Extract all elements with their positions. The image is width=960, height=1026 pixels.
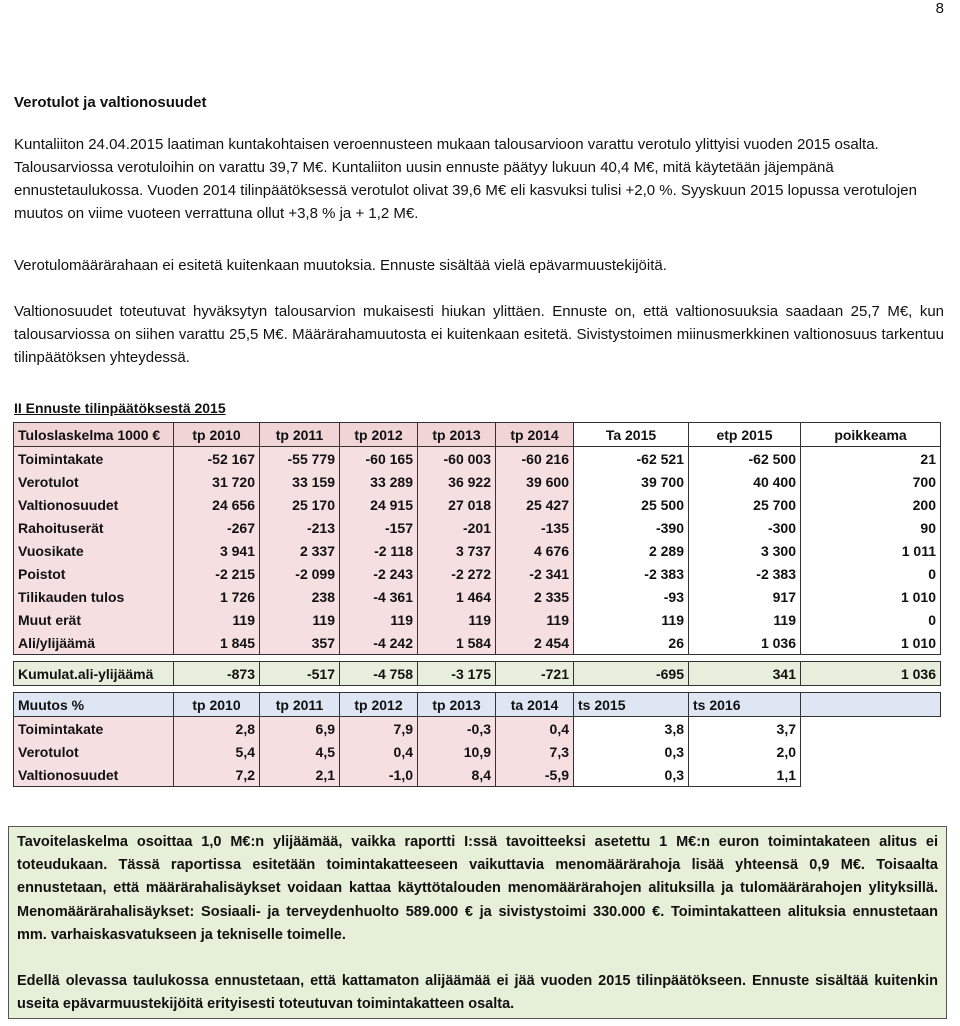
empty-cell bbox=[801, 717, 941, 741]
row-label: Toimintakate bbox=[14, 447, 174, 471]
table-cell: 25 427 bbox=[496, 493, 574, 516]
row-label: Ali/ylijäämä bbox=[14, 631, 174, 655]
table-cell: -390 bbox=[574, 516, 689, 539]
table-cell: 1 584 bbox=[418, 631, 496, 655]
table-row bbox=[14, 763, 941, 787]
table-row bbox=[14, 631, 941, 655]
forecast-table bbox=[13, 422, 941, 787]
table-cell: -52 167 bbox=[174, 447, 260, 471]
column-header: tp 2010 bbox=[174, 693, 260, 717]
column-header: ts 2016 bbox=[689, 693, 801, 717]
table-cell: -60 165 bbox=[340, 447, 418, 471]
row-label: Rahoituserät bbox=[14, 516, 174, 539]
table-cell: 0 bbox=[801, 562, 941, 585]
table-cell: -721 bbox=[496, 662, 574, 686]
table-cell: 39 700 bbox=[574, 470, 689, 493]
table-cell: 6,9 bbox=[260, 717, 340, 741]
table-row bbox=[14, 562, 941, 585]
table-cell: 25 700 bbox=[689, 493, 801, 516]
table-cell: -5,9 bbox=[496, 763, 574, 787]
table-cell: -873 bbox=[174, 662, 260, 686]
table-cell: 119 bbox=[174, 608, 260, 631]
table-row bbox=[14, 447, 941, 471]
paragraph-verotulot: Kuntaliiton 24.04.2015 laatiman kuntakohtaisen veroennusteen mukaan talousarvioon varattu verotulo ylittyisi vuoden 2015 osalta. Talousarviossa verotuloihin on varattu 39,7 M€. Kuntaliiton uusin ennuste päätyy lukuun 40,4 M€, mitä käytetään jäjempänä ennustetaulukossa. Vuoden 2014 tilinpäätöksessä verotulot olivat 39,6 M€ eli kasvuksi tulisi +2,0 %. Syyskuun 2015 lopussa verotulojen muutos on viime vuoteen verrattuna ollut +3,8 % ja + 1,2 M€. bbox=[14, 136, 917, 222]
table-cell: -93 bbox=[574, 585, 689, 608]
column-header: tp 2010 bbox=[174, 423, 260, 447]
paragraph-valtionosuudet: Valtionosuudet toteutuvat hyväksytyn talousarvion mukaisesti hiukan ylittäen. Ennuste on, että valtionosuuksia saadaan 25,7 M€, kun talousarviossa on siihen varattu 25,5 M€. Määrärahamuutosta ei kuitenkaan esitetä. Sivistystoimen miinusmerkkinen valtionosuus tarkentuu tilinpäätöksen yhteydessä. bbox=[14, 303, 944, 366]
table-cell: 25 500 bbox=[574, 493, 689, 516]
table-cell: 31 720 bbox=[174, 470, 260, 493]
table-cell: 7,2 bbox=[174, 763, 260, 787]
table-cell: 8,4 bbox=[418, 763, 496, 787]
table-cell: 26 bbox=[574, 631, 689, 655]
table-cell: 2 337 bbox=[260, 539, 340, 562]
table-cell: 1,1 bbox=[689, 763, 801, 787]
table-cell: 3,8 bbox=[574, 717, 689, 741]
empty-cell bbox=[801, 693, 941, 717]
table-cell: 4,5 bbox=[260, 740, 340, 763]
table-cell: 36 922 bbox=[418, 470, 496, 493]
table-cell: -517 bbox=[260, 662, 340, 686]
column-header: Tuloslaskelma 1000 € bbox=[14, 423, 174, 447]
column-header: tp 2014 bbox=[496, 423, 574, 447]
table-cell: -60 216 bbox=[496, 447, 574, 471]
table-cell: 7,3 bbox=[496, 740, 574, 763]
table-cell: 24 915 bbox=[340, 493, 418, 516]
row-label: Kumulat.ali-ylijäämä bbox=[14, 662, 174, 686]
table-cell: 2 289 bbox=[574, 539, 689, 562]
change-header-row bbox=[14, 693, 941, 717]
table-cell: 119 bbox=[340, 608, 418, 631]
row-label: Muut erät bbox=[14, 608, 174, 631]
table-row bbox=[14, 493, 941, 516]
table-cell: 27 018 bbox=[418, 493, 496, 516]
table-cell: 119 bbox=[496, 608, 574, 631]
table-row bbox=[14, 470, 941, 493]
table-cell: -60 003 bbox=[418, 447, 496, 471]
table-cell: 917 bbox=[689, 585, 801, 608]
table-cell: -4 361 bbox=[340, 585, 418, 608]
table-cell: 700 bbox=[801, 470, 941, 493]
table-cell: 3,7 bbox=[689, 717, 801, 741]
table-cell: -157 bbox=[340, 516, 418, 539]
table-cell: -135 bbox=[496, 516, 574, 539]
table-cell: 2,1 bbox=[260, 763, 340, 787]
table-cell: 39 600 bbox=[496, 470, 574, 493]
column-header: tp 2013 bbox=[418, 423, 496, 447]
table-cell: -2 099 bbox=[260, 562, 340, 585]
table-row bbox=[14, 608, 941, 631]
table-cell: 1 010 bbox=[801, 585, 941, 608]
row-label: Verotulot bbox=[14, 740, 174, 763]
table-cell: 1 845 bbox=[174, 631, 260, 655]
table-cell: 1 010 bbox=[801, 631, 941, 655]
table-cell: 21 bbox=[801, 447, 941, 471]
table-heading: II Ennuste tilinpäätöksestä 2015 bbox=[14, 400, 226, 416]
column-header: etp 2015 bbox=[689, 423, 801, 447]
table-cell: 2 335 bbox=[496, 585, 574, 608]
table-cell: 357 bbox=[260, 631, 340, 655]
column-header: ts 2015 bbox=[574, 693, 689, 717]
table-row bbox=[14, 585, 941, 608]
table-cell: -0,3 bbox=[418, 717, 496, 741]
column-header: ta 2014 bbox=[496, 693, 574, 717]
table-cell: 4 676 bbox=[496, 539, 574, 562]
table-cell: -62 500 bbox=[689, 447, 801, 471]
table-cell: 3 941 bbox=[174, 539, 260, 562]
empty-cell bbox=[801, 763, 941, 787]
table-cell: -3 175 bbox=[418, 662, 496, 686]
row-label: Verotulot bbox=[14, 470, 174, 493]
table-cell: 33 159 bbox=[260, 470, 340, 493]
table-cell: -300 bbox=[689, 516, 801, 539]
table-cell: 2,0 bbox=[689, 740, 801, 763]
empty-cell bbox=[801, 740, 941, 763]
table-cell: 0,3 bbox=[574, 763, 689, 787]
table-cell: -2 341 bbox=[496, 562, 574, 585]
column-header: Ta 2015 bbox=[574, 423, 689, 447]
column-header: poikkeama bbox=[801, 423, 941, 447]
kumulat-row bbox=[14, 662, 941, 686]
table-cell: -55 779 bbox=[260, 447, 340, 471]
table-cell: 200 bbox=[801, 493, 941, 516]
row-label: Toimintakate bbox=[14, 717, 174, 741]
table-cell: -2 243 bbox=[340, 562, 418, 585]
table-cell: -62 521 bbox=[574, 447, 689, 471]
column-header: tp 2011 bbox=[260, 693, 340, 717]
summary-note-box bbox=[8, 826, 947, 1019]
row-label: Poistot bbox=[14, 562, 174, 585]
column-header: Muutos % bbox=[14, 693, 174, 717]
page-number: 8 bbox=[935, 0, 944, 17]
table-cell: 238 bbox=[260, 585, 340, 608]
table-cell: 2,8 bbox=[174, 717, 260, 741]
table-cell: -201 bbox=[418, 516, 496, 539]
table-row bbox=[14, 539, 941, 562]
table-cell: -2 215 bbox=[174, 562, 260, 585]
table-cell: 3 737 bbox=[418, 539, 496, 562]
row-label: Tilikauden tulos bbox=[14, 585, 174, 608]
section-title: Verotulot ja valtionosuudet bbox=[14, 94, 207, 111]
table-cell: 1 011 bbox=[801, 539, 941, 562]
paragraph-muutokset: Verotulomäärärahaan ei esitetä kuitenkaan muutoksia. Ennuste sisältää vielä epävarmuustekijöitä. bbox=[14, 257, 667, 274]
table-cell: 33 289 bbox=[340, 470, 418, 493]
table-cell: 0 bbox=[801, 608, 941, 631]
summary-note-paragraph: Edellä olevassa taulukossa ennustetaan, että kattamaton alijäämää ei jää vuoden 2015 tilinpäätökseen. Ennuste sisältää kuitenkin useita epävarmuustekijöitä erityisesti toteutuvan toimintakatteen osalta. bbox=[17, 973, 938, 1013]
table-cell: -2 383 bbox=[574, 562, 689, 585]
table-row bbox=[14, 740, 941, 763]
table-cell: 341 bbox=[689, 662, 801, 686]
table-cell: -4 758 bbox=[340, 662, 418, 686]
column-header: tp 2013 bbox=[418, 693, 496, 717]
table-cell: -2 383 bbox=[689, 562, 801, 585]
table-cell: 25 170 bbox=[260, 493, 340, 516]
table-cell: 1 464 bbox=[418, 585, 496, 608]
table-cell: 5,4 bbox=[174, 740, 260, 763]
row-label: Vuosikate bbox=[14, 539, 174, 562]
table-cell: -1,0 bbox=[340, 763, 418, 787]
table-cell: -213 bbox=[260, 516, 340, 539]
table-cell: 119 bbox=[689, 608, 801, 631]
forecast-header-row bbox=[14, 423, 941, 447]
table-cell: 0,4 bbox=[496, 717, 574, 741]
table-cell: 1 036 bbox=[801, 662, 941, 686]
table-row bbox=[14, 516, 941, 539]
table-cell: -267 bbox=[174, 516, 260, 539]
table-cell: 119 bbox=[418, 608, 496, 631]
column-header: tp 2011 bbox=[260, 423, 340, 447]
table-cell: 119 bbox=[260, 608, 340, 631]
summary-note-paragraph: Tavoitelaskelma osoittaa 1,0 M€:n ylijäämää, vaikka raportti I:ssä tavoitteeksi asetettu 1 M€:n euron toimintakateen alitus ei toteudukaan. Tässä raportissa esitetään toimintakatteeseen vaikuttavia menomäärärahoja lisää yhteensä 0,9 M€. Toisaalta ennustetaan, että määrärahalisäykset voidaan kattaa käyttötalouden menomäärärahojen alituksilla ja tulomäärärahojen ylityksillä. Menomäärärahalisäykset: Sosiaali- ja terveydenhuolto 589.000 € ja sivistystoimi 330.000 €. Toimintakatteen alituksia ennustetaan mm. varhaiskasvatukseen ja tekniselle toimelle. bbox=[17, 834, 938, 943]
table-cell: 24 656 bbox=[174, 493, 260, 516]
column-header: tp 2012 bbox=[340, 693, 418, 717]
table-cell: -2 118 bbox=[340, 539, 418, 562]
table-cell: 90 bbox=[801, 516, 941, 539]
table-cell: -695 bbox=[574, 662, 689, 686]
table-cell: 0,4 bbox=[340, 740, 418, 763]
table-row bbox=[14, 717, 941, 741]
table-cell: 7,9 bbox=[340, 717, 418, 741]
row-label: Valtionosuudet bbox=[14, 493, 174, 516]
table-cell: 0,3 bbox=[574, 740, 689, 763]
table-cell: 3 300 bbox=[689, 539, 801, 562]
column-header: tp 2012 bbox=[340, 423, 418, 447]
row-label: Valtionosuudet bbox=[14, 763, 174, 787]
table-cell: 2 454 bbox=[496, 631, 574, 655]
table-cell: 1 726 bbox=[174, 585, 260, 608]
table-cell: -2 272 bbox=[418, 562, 496, 585]
table-cell: 1 036 bbox=[689, 631, 801, 655]
table-cell: -4 242 bbox=[340, 631, 418, 655]
table-cell: 40 400 bbox=[689, 470, 801, 493]
table-cell: 10,9 bbox=[418, 740, 496, 763]
table-cell: 119 bbox=[574, 608, 689, 631]
